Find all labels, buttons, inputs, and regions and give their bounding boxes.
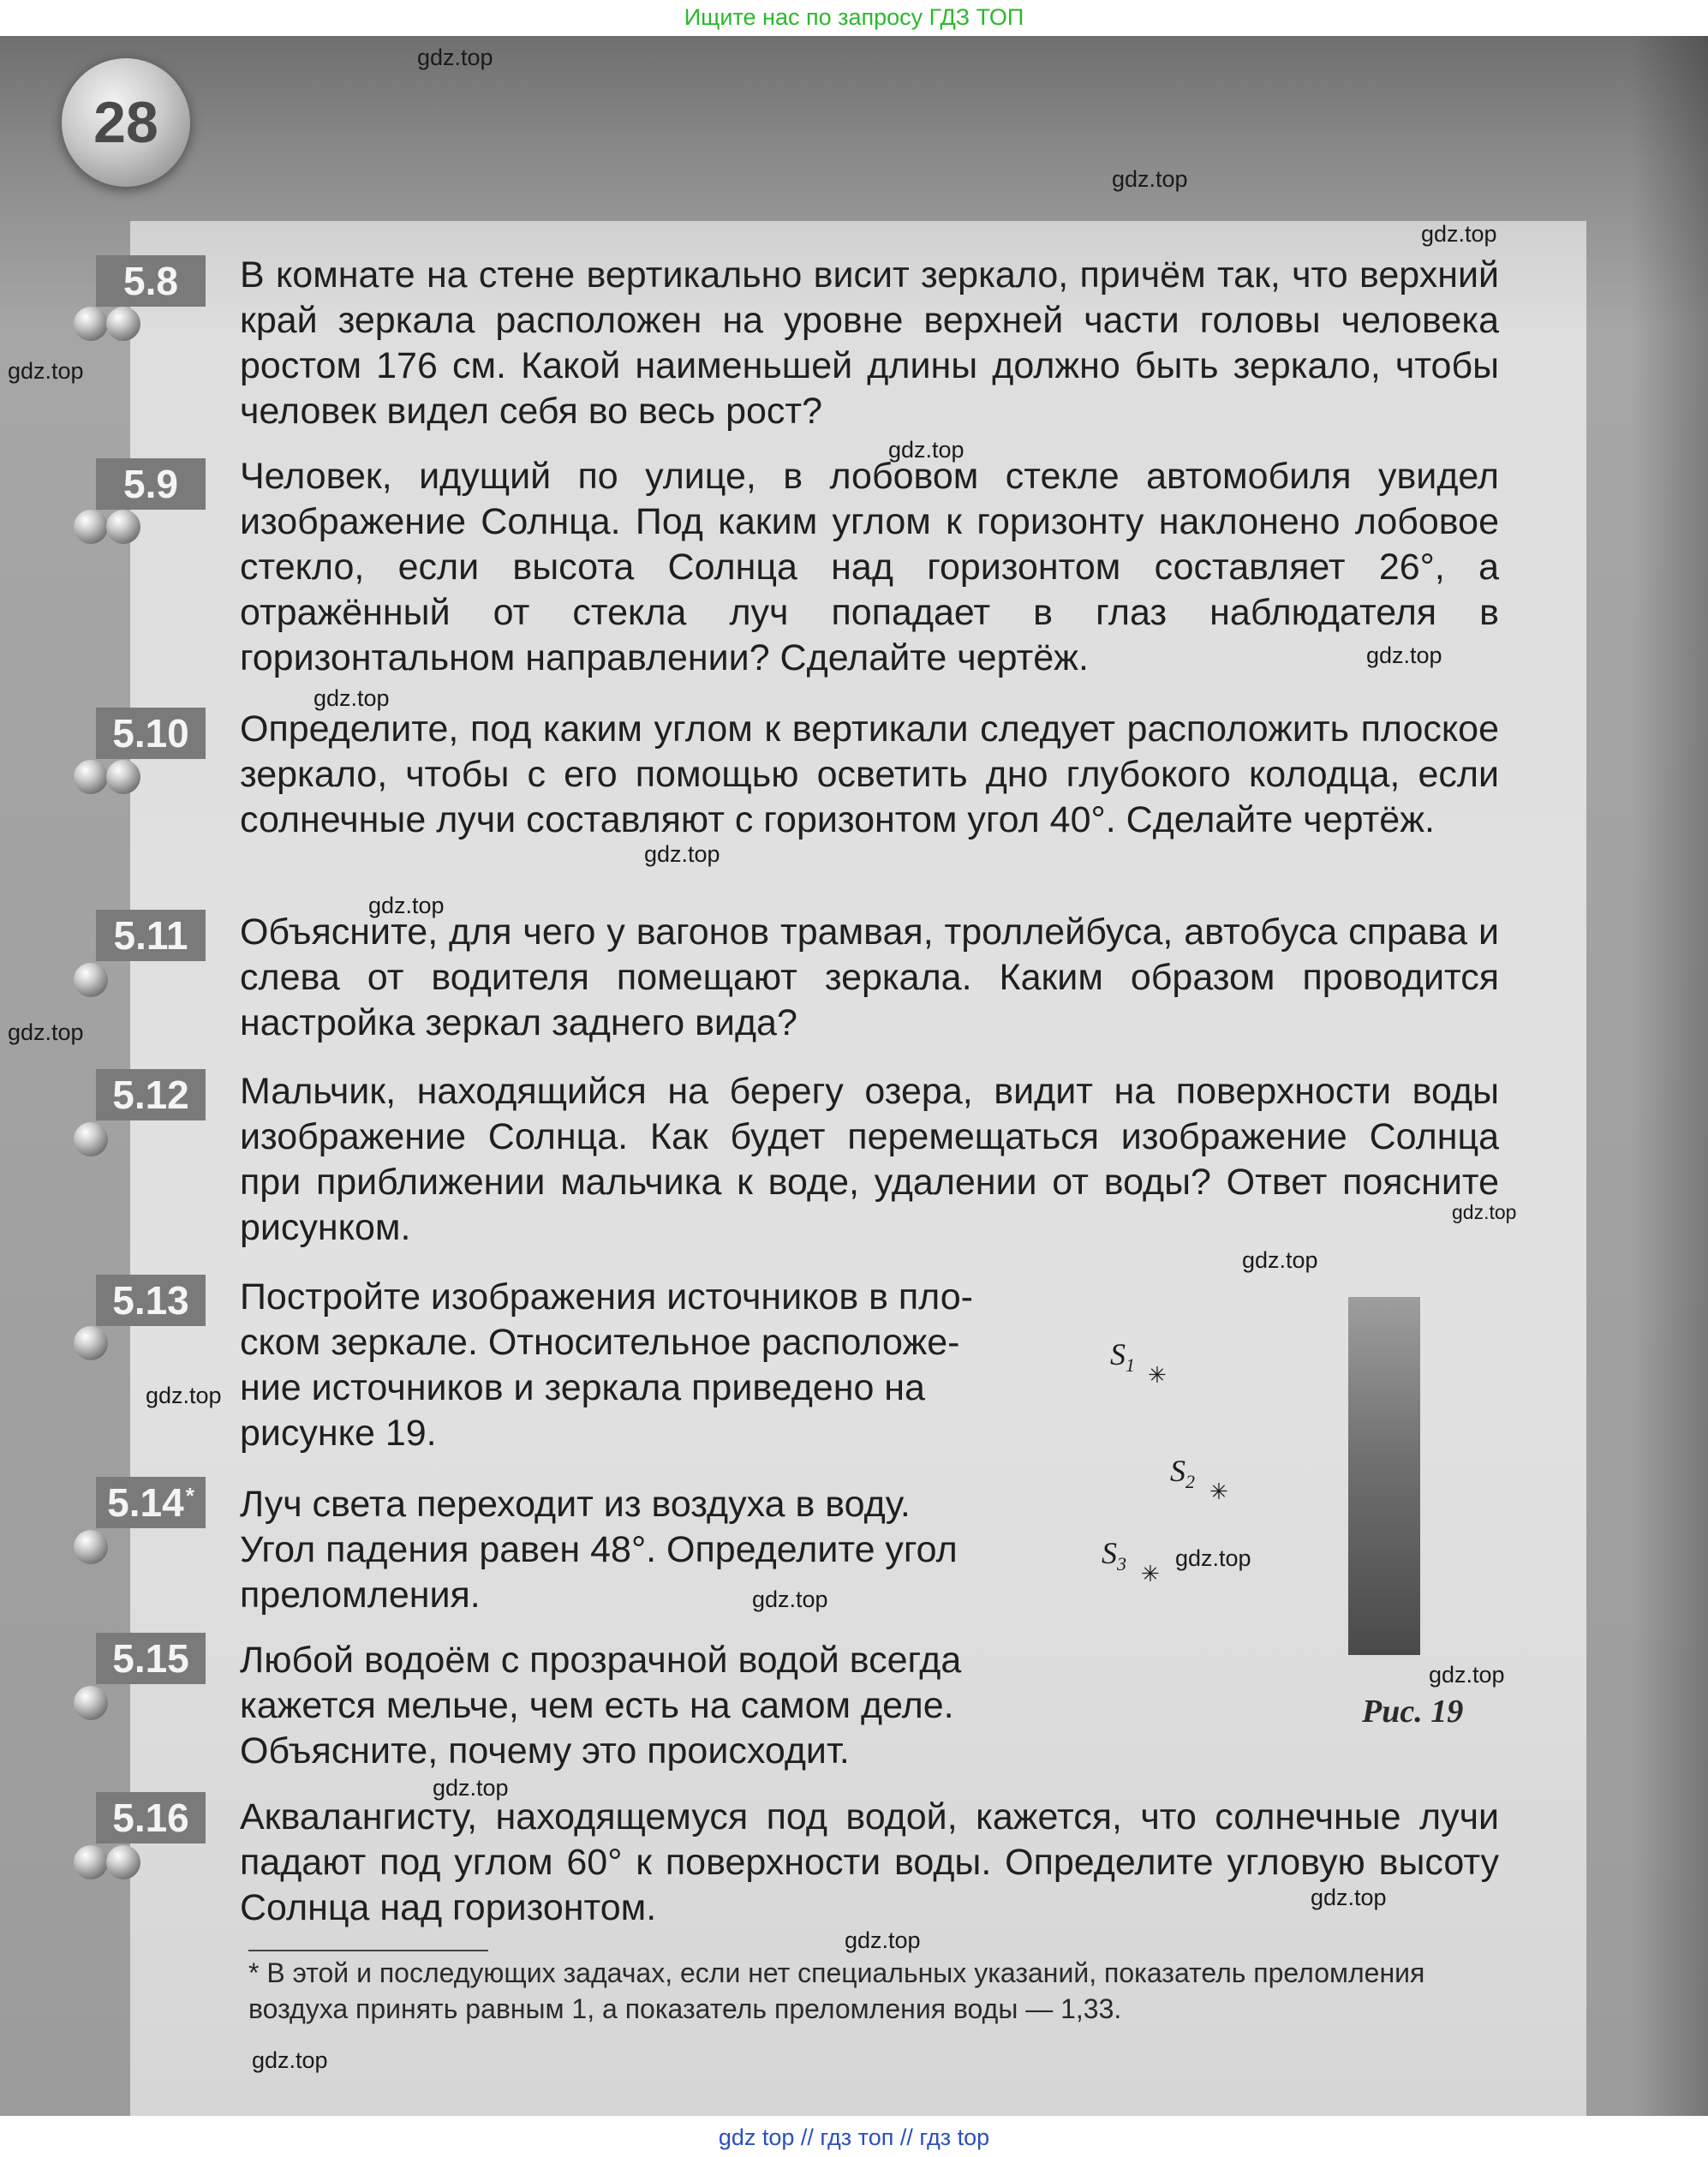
watermark: gdz.top [1452, 1201, 1517, 1223]
source-s3-label: $S_3$ [1102, 1536, 1126, 1575]
text-line: Постройте изображения источников в пло- [240, 1276, 973, 1318]
problem-number: 5.10 [96, 708, 206, 759]
watermark: gdz.top [146, 1383, 222, 1408]
difficulty-balls [74, 307, 139, 343]
mirror [1348, 1297, 1420, 1655]
watermark: gdz.top [417, 45, 493, 70]
text-line: преломления. [240, 1574, 481, 1616]
problem-text: Объясните, для чего у вагонов трамвая, троллейбуса, автобуса справа и слева от водителя помещают зеркала. Каким образом проводится настройка зеркал заднего вида? [240, 911, 1499, 1043]
difficulty-balls [74, 1122, 106, 1158]
problem-number: 5.9 [96, 458, 206, 510]
watermark: gdz.top [845, 1927, 921, 1953]
top-banner[interactable]: Ищите нас по запросу ГДЗ ТОП [684, 4, 1024, 30]
difficulty-balls [74, 1845, 139, 1881]
watermark: gdz.top [8, 1019, 84, 1045]
footnote-rule [248, 1950, 488, 1951]
problem-text: Человек, идущий по улице, в лобовом стекле автомобиля увидел изображение Солнца. Под каким углом к горизонту наклонено лобовое стекло, если высота Солнца над горизонтом составляет 26°, а отражённый от стекла луч попадает в глаз наблюдателя в горизонтальном направлении? Сделайте чертёж. [240, 456, 1499, 678]
difficulty-balls [74, 1530, 106, 1566]
problem-number: 5.12 [96, 1069, 206, 1120]
difficulty-balls [74, 1326, 106, 1362]
problem-text [240, 1482, 1096, 1618]
watermark: gdz.top [8, 358, 84, 384]
problem-text [240, 1638, 1096, 1774]
text-line: кажется мельче, чем есть на самом деле. [240, 1685, 954, 1726]
difficulty-balls [74, 760, 139, 796]
problem-number: 5.14* [96, 1477, 206, 1528]
figure-caption: Рис. 19 [1362, 1694, 1464, 1730]
problem-text: Мальчик, находящийся на берегу озера, видит на поверхности воды изображение Солнца. Как будет перемещаться изображение Солнца при приближении мальчика к воде, удалении от воды? Ответ поясните рисунком. [240, 1071, 1499, 1248]
problem-number: 5.13 [96, 1275, 206, 1326]
watermark: gdz.top [433, 1775, 509, 1801]
problem-number: 5.15 [96, 1633, 206, 1684]
watermark: gdz.top [1175, 1545, 1251, 1571]
watermark: gdz.top [1311, 1885, 1387, 1910]
source-s2-star-icon: ✳ [1209, 1479, 1228, 1504]
watermark: gdz.top [644, 841, 720, 867]
problem-number: 5.16 [96, 1792, 206, 1843]
problem-number: 5.8 [96, 255, 206, 307]
text-line: ние источников и зеркала приведено на [240, 1367, 925, 1408]
watermark: gdz.top [1429, 1662, 1505, 1688]
page-number-badge: 28 [62, 58, 190, 187]
bottom-banner[interactable]: gdz top // гдз топ // гдз top [718, 2124, 990, 2150]
problem-text: Определите, под каким углом к вертикали следует расположить плоское зеркало, чтобы с его помощью осветить дно глубокого колодца, если солнечные лучи составляют с горизонтом угол 40°. Сделайте чертёж. [240, 708, 1499, 840]
footnote: * В этой и последующих задачах, если нет специальных указаний, показатель преломления воздуха принять равным 1, а показатель преломления воды — 1,33. [248, 1957, 1425, 2024]
text-line: рисунке 19. [240, 1413, 437, 1454]
problem-number: 5.11 [96, 910, 206, 961]
watermark: gdz.top [1242, 1247, 1318, 1273]
problem-text: В комнате на стене вертикально висит зеркало, причём так, что верхний край зеркала расположен на уровне верхней части головы человека ростом 176 см. Какой наименьшей длины должно быть зеркало, чтобы человек видел себя во весь рост? [240, 254, 1499, 432]
text-line: Любой водоём с прозрачной водой всегда [240, 1640, 962, 1681]
watermark: gdz.top [252, 2047, 328, 2073]
text-line: Луч света переходит из воздуха в воду. [240, 1484, 911, 1525]
difficulty-balls [74, 1686, 106, 1722]
watermark: gdz.top [1112, 166, 1188, 192]
watermark: gdz.top [1366, 642, 1442, 668]
source-s1-label: $S_1$ [1110, 1337, 1135, 1377]
difficulty-balls [74, 510, 139, 546]
problem-text: Аквалангисту, находящемуся под водой, кажется, что солнечные лучи падают под углом 60° к поверхности воды. Определите угловую высоту Солнца над горизонтом. [240, 1796, 1499, 1928]
source-s3-star-icon: ✳ [1141, 1561, 1160, 1586]
watermark: gdz.top [752, 1586, 828, 1612]
source-s1-star-icon: ✳ [1148, 1362, 1167, 1388]
source-s2-label: $S_2$ [1170, 1454, 1195, 1493]
watermark: gdz.top [1421, 221, 1497, 247]
watermark: gdz.top [314, 685, 390, 711]
difficulty-balls [74, 963, 106, 999]
watermark: gdz.top [888, 437, 964, 463]
text-line: Угол падения равен 48°. Определите угол [240, 1529, 958, 1570]
text-line: Объясните, почему это происходит. [240, 1730, 850, 1772]
problem-text [240, 1275, 1096, 1456]
text-line: ском зеркале. Относительное расположе- [240, 1322, 960, 1363]
watermark: gdz.top [368, 893, 445, 918]
